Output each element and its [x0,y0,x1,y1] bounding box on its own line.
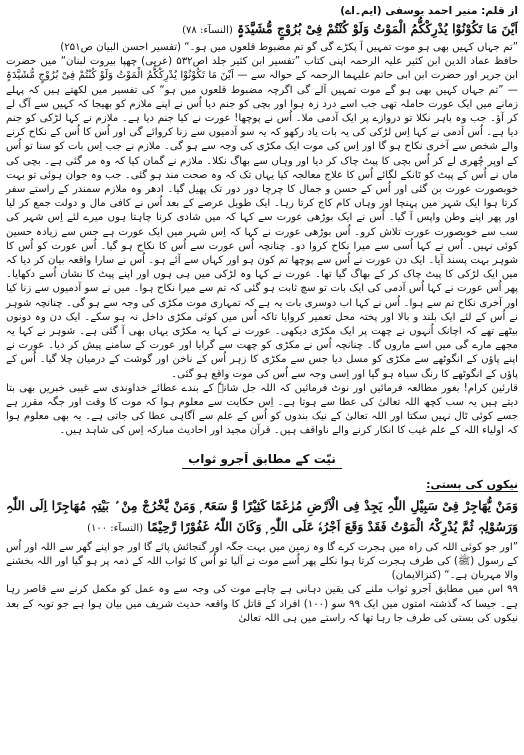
verse-2-reference: (النسآء: ۱۰۰) [87,522,144,534]
sub-heading [6,477,518,493]
verse-1-translation: ”تم جہاں کہیں بھی ہو موت تمہیں آ پکڑے گی گو تم مضبوط قلعوں میں ہو۔“ (تفسیر احسن البیان ص۲۵۱) [60,42,518,53]
verse-2-translation: ”اور جو کوئی اللہ کی راہ میں ہجرت کرے گا وہ زمین میں بہت جگہ اور گنجائش پائے گا اور جو اپنے گھر سے اللہ اور اُس کے رسول (ﷺ) کی طرف ہجرت کرتا ہوا نکلے پھر اُسے موت نے آلیا تو اُس کا ثواب اللہ کے ذمہ پر ہو گیا اور اللہ بخشنے والا مہربان ہے۔“ (کنزالایمان) [6,541,518,582]
section-title [6,449,518,469]
paragraph-readers-note: قارئین کرام! بغور مطالعہ فرمائیں اور نوٹ فرمائیں کہ اللہ جل شانہٗ کے بندے عطائے خداوندی سے غیبی خبریں بھی بتا دیتے ہیں یہ سب کچھ اللہ تعالیٰ کی عطا سے ہوتا ہے۔ اِس حکایت سے معلوم ہوا کہ موت کا وقت اور جگہ مقرر ہے جسے کوئی ٹال نہیں سکتا اور اللہ تعالیٰ کے نیک بندوں کو اُس کے علم سے آگاہی عطا کی جاتی ہے۔ یہ بھی معلوم ہوا کہ اولیاء اللہ کے علم غیب کا انکار کرنے والے ناواقف ہیں۔ قرآن مجید اور احادیث مبارکہ اِس کی شاہد ہیں۔ [6,382,518,437]
section-title-text: نیّت کے مطابق اَجرو ثواب [182,452,342,469]
verse-1-arabic: اَیْنَ مَا تَکُوْنُوْا یُدْرِکْکُّمُ الْمَوْتُ وَلَوْ کُنْتُمْ فِیْ بُرُوْجٍ مُّشَیَّدَۃٍ [237,21,518,36]
author-byline: از قلم: منیر احمد یوسفی (ایم۔اے) [340,5,518,17]
quran-verse-1 [6,19,518,41]
sub-heading-text: نیکوں کی بستی: [426,477,518,491]
paragraph-tafsir-story: حافظ عماد الدین ابن کثیر علیہ الرحمہ اپنی کتاب ”تفسیر ابن کثیر جلد اص۵۳۲ (عربی) چھپا بیروت لبنان“ میں حضرت ابن جریر اور حضرت ابن ابی حاتم علیہما الرحمہ کے حوالہ سے — اَیْنَ مَا تَکُوْنُوْا یُدْرِکْکُّمُ الْمَوْتُ وَلَوْ کُنْتُمْ فِیْ بُرُوْجٍ مُّشَیَّدَۃٍ — ”تم جہاں کہیں بھی ہو گے موت تمہیں آلے گی اگرچہ مضبوط قلعوں میں ہو“ کی تفسیر میں لکھتے ہیں کہ پہلے زمانے میں ایک عورت حاملہ تھی جب اسے درد زہ ہوا اور بچی کو جنم دیا اُس نے اپنے ملازم کو بھیجا کہ کہیں سے آگ لے کر آؤ۔ جب وہ باہر نکلا تو دروازے پر ایک آدمی ملا۔ اُس نے پوچھا! عورت نے کیا جنم دیا ہے۔ ملازم نے کہا لڑکی کو جنم دیا ہے۔ اُس آدمی نے کہا اِس لڑکی کی یہ بات یاد رکھو کہ یہ سو آدمیوں سے زنا کروائے گی اور اُس کا اُس کے نکاح کرنے والے شخص سے آخری نکاح ہو گا اور اِس کی موت ایک مکڑی کی وجہ سے ہو گی۔ ملازم نے جب اِس بات کو سنا تو اُس کے اوپر چُھری لے کر اُس بچی کا پیٹ چاک کر دیا اور وہاں سے بھاگ نکلا۔ ملازم نے گمان کیا کہ وہ مر گئی ہے۔ بچی کی ماں نے اُس کے پیٹ کو ٹانکے لگائے اُس کا علاج معالجہ کیا یہاں تک کہ وہ صحت مند ہو گئی۔ جب وہ جوان ہوئی تو بہت خوبصورت عورت بن گئی اور اُس کے حسن و جمال کا چرچا دور دور تک پھیل گیا۔ ادھر وہ ملازم سمندر کے راستے سفر کرتا ہوا ایک شہر میں پہنچا اور وہاں کام کاج کرتا رہا۔ ایک طویل عرصے کے بعد اُس نے کافی مال و دولت جمع کر لیا اور پھر اپنے وطن واپس آ گیا۔ اُس نے ایک بوڑھی عورت سے کہا کہ میں شادی کرنا چاہتا ہوں میرے لئے اِس شہر کی سب سے خوبصورت عورت تلاش کرو۔ اُس بوڑھی عورت نے کہا کہ اِس شہر میں ایک عورت ہے جس سے زیادہ حسین کوئی نہیں۔ اُس نے کہا اُسی سے میرا نکاح کروا دو۔ چنانچہ اُس عورت سے اُس کا نکاح ہو گیا۔ اُس عورت کو اُس کا شوہر بہت پسند آیا۔ ایک دن عورت نے اُس سے پوچھا تم کون ہو اور کہاں سے آئے ہو۔ اُس نے سارا واقعہ بیان کر دیا کہ میں ایک لڑکی کا پیٹ چاک کر کے بھاگ گیا تھا۔ عورت نے کہا وہ لڑکی میں ہی ہوں اور اپنے پیٹ کا نشان اُسے دکھایا۔ پھر اُس عورت نے کہا اُس آدمی کی ایک بات تو سچ ثابت ہو گئی کہ تم سے میرا نکاح ہوا۔ میں نے سو آدمیوں سے زنا کیا اور آخری نکاح تم سے ہوا۔ اُس نے کہا اب دوسری بات یہ ہے کہ تمہاری موت مکڑی کی وجہ سے ہو گی۔ چنانچہ شوہر نے اُس کے لئے ایک بلند و بالا اور پختہ محل تعمیر کروایا تاکہ اُس میں کوئی مکڑی داخل نہ ہو سکے۔ ایک دن وہ دونوں بیٹھے تھے کہ اچانک اُنہوں نے چھت پر ایک مکڑی دیکھی۔ عورت نے کہا یہ مکڑی یہاں بھی آ گئی ہے۔ شوہر نے کہا یہ مجھے مارے گی میں اسے ماروں گا۔ چنانچہ اُس نے مکڑی کو چھت سے گرایا اور عورت کے سامنے پیش کر دیا۔ عورت نے اپنے پاؤں کے انگوٹھے سے مکڑی کو مسل دیا جس سے مکڑی کا زہر اُس کے ناخن اور گوشت کے درمیان چلا گیا۔ اُس کے پاؤں کے انگوٹھے کا رنگ سیاہ ہو گیا اور اِسی وجہ سے اُس کی موت واقع ہو گئی۔ [6,56,519,380]
verse-1-reference: (النسآء: ۷۸) [182,25,233,36]
verse-2-arabic: وَمَنْ یُّھَاجِرْ فِیْ سَبِیْلِ اللّٰہِ یَجِدْ فِی الْاَرْضِ مُرٰغَمًا کَثِیْرًا وَّ سَعَۃً ۭ وَمَنْ یَّخْرُجْ مِنْ ۢ بَیْتِہٖ مُھَاجِرًا اِلَی اللّٰہِ وَرَسُوْلِہٖ ثُمَّ یُدْرِکْہُ الْمَوْتُ فَقَدْ وَقَعَ اَجْرُہٗ عَلَی اللّٰہِ ۭ وَکَانَ اللّٰہُ غَفُوْرًا رَّحِیْمًا [6,497,518,534]
paragraph-intention-reward: ۹۹ اس میں مطابق اَجرو ثواب ملنے کی یقین دہانی ہے چاہے موت کی وجہ سے وہ عمل کو مکمل کرنے سے قاصر رہا ہے۔ جیسا کہ گذشتہ امتوں میں ایک ۹۹ سو (۱۰۰) افراد کے قاتل کا واقعہ حدیث شریف میں بیان ہوا ہے جو توبہ کے بعد نیکوں کی بستی کی طرف جا رہا تھا کہ راستے میں ہی اللہ تعالیٰ [6,584,518,624]
quran-verse-2 [6,495,518,539]
